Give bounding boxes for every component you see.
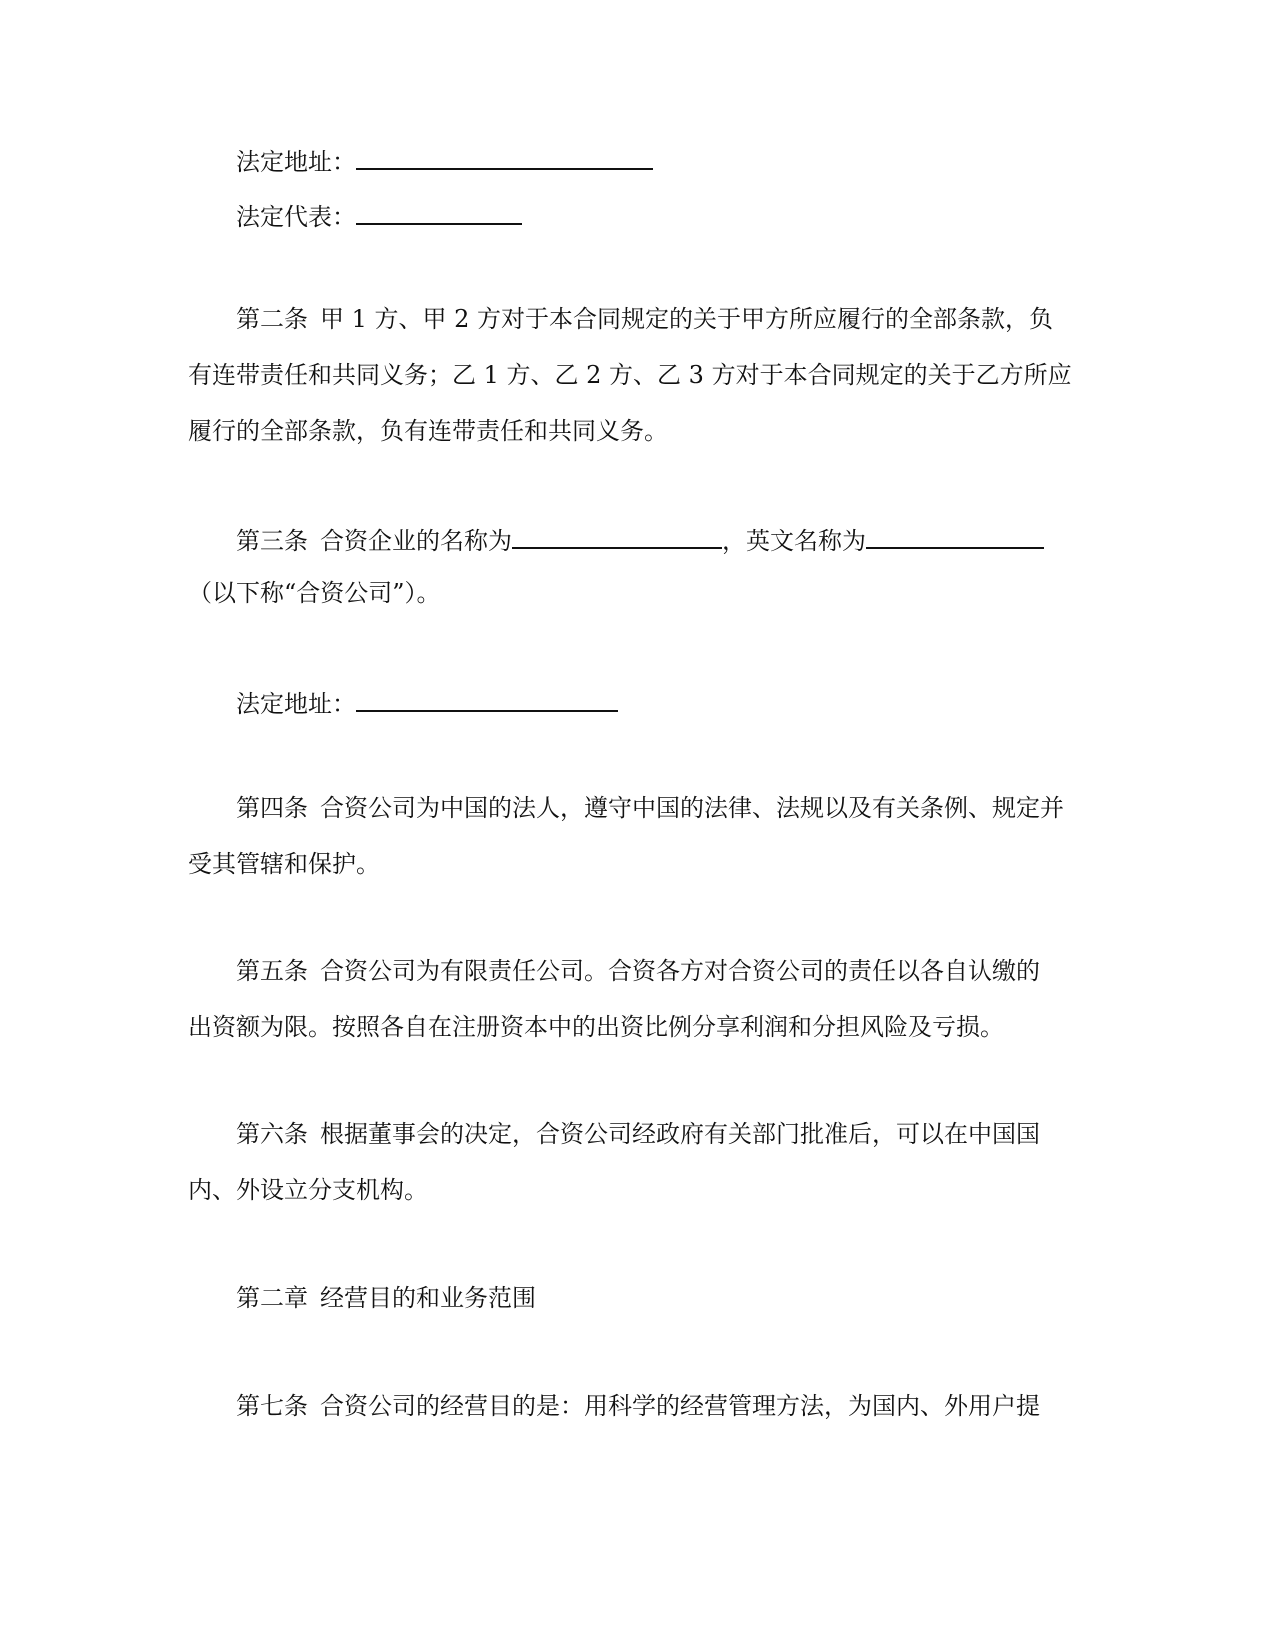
article-2-line-2 <box>188 359 1072 391</box>
party-address-line <box>236 142 653 178</box>
jv-name-blank[interactable] <box>512 521 722 549</box>
article-7-text-1: 合资公司的经营目的是：用科学的经营管理方法，为国内、外用户提 <box>320 1392 1040 1420</box>
article-5-line-1 <box>236 955 1040 987</box>
article-4-text-1: 合资公司为中国的法人，遵守中国的法律、法规以及有关条例、规定并 <box>320 794 1064 822</box>
article-3-number: 第三条 <box>236 527 308 555</box>
party-address-blank[interactable] <box>356 142 653 170</box>
party-rep-line <box>236 197 522 233</box>
article-6-line-1 <box>236 1118 1040 1150</box>
article-7-number: 第七条 <box>236 1392 308 1420</box>
chapter-2-title: 经营目的和业务范围 <box>320 1284 536 1312</box>
jv-address-blank[interactable] <box>356 684 618 712</box>
article-4-text-2: 受其管辖和保护。 <box>188 850 380 878</box>
article-2-number: 第二条 <box>236 305 308 333</box>
chapter-2-number: 第二章 <box>236 1284 308 1312</box>
article-6-number: 第六条 <box>236 1120 308 1148</box>
article-5-text-1: 合资公司为有限责任公司。合资各方对合资公司的责任以各自认缴的 <box>320 957 1040 985</box>
jv-address-line <box>236 684 618 720</box>
article-4-number: 第四条 <box>236 794 308 822</box>
article-3-text-2: （以下称“合资公司”）。 <box>188 579 441 607</box>
article-2-text-1: 甲 1 方、甲 2 方对于本合同规定的关于甲方所应履行的全部条款，负 <box>320 305 1054 333</box>
party-address-label: 法定地址： <box>236 148 356 176</box>
article-7-line-1 <box>236 1390 1040 1422</box>
article-5-number: 第五条 <box>236 957 308 985</box>
article-2-text-2: 有连带责任和共同义务；乙 1 方、乙 2 方、乙 3 方对于本合同规定的关于乙方所应 <box>188 361 1072 389</box>
jv-address-label: 法定地址： <box>236 690 356 718</box>
article-5-line-2 <box>188 1011 1004 1043</box>
article-3-english-label: ，英文名称为 <box>722 527 866 555</box>
article-2-line-3 <box>188 415 668 447</box>
article-2-line-1 <box>236 303 1053 335</box>
article-5-text-2: 出资额为限。按照各自在注册资本中的出资比例分享利润和分担风险及亏损。 <box>188 1013 1004 1041</box>
article-6-text-1: 根据董事会的决定，合资公司经政府有关部门批准后，可以在中国国 <box>320 1120 1040 1148</box>
article-6-line-2 <box>188 1174 428 1206</box>
article-4-line-1 <box>236 792 1064 824</box>
jv-english-name-blank[interactable] <box>866 521 1044 549</box>
party-rep-label: 法定代表： <box>236 203 356 231</box>
party-rep-blank[interactable] <box>356 197 522 225</box>
article-3-line-1 <box>236 521 1044 557</box>
article-3-name-label: 合资企业的名称为 <box>320 527 512 555</box>
article-3-line-2 <box>188 577 441 609</box>
article-4-line-2 <box>188 848 380 880</box>
article-6-text-2: 内、外设立分支机构。 <box>188 1176 428 1204</box>
chapter-2-heading <box>236 1282 536 1314</box>
article-2-text-3: 履行的全部条款，负有连带责任和共同义务。 <box>188 417 668 445</box>
